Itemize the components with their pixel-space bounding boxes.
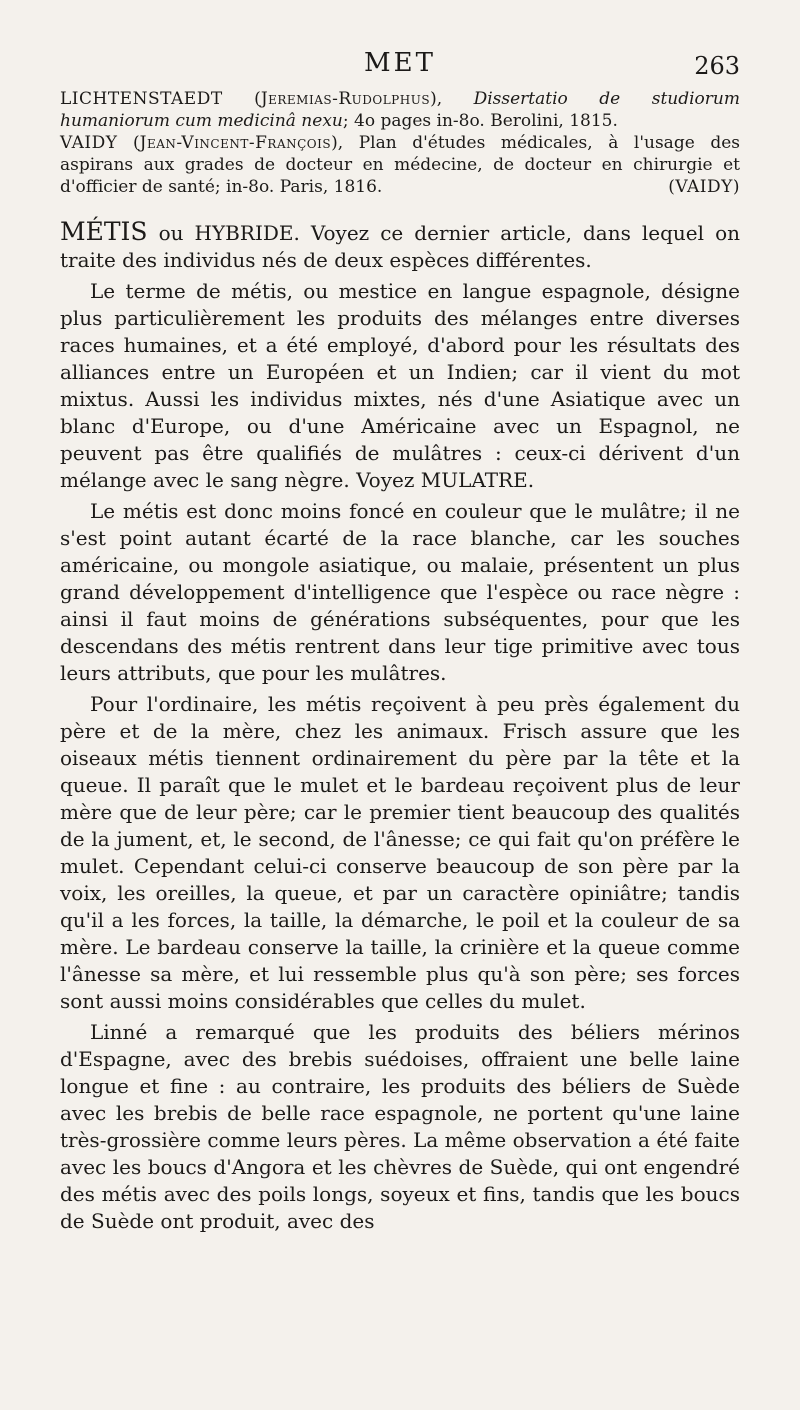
running-header bbox=[0, 48, 800, 88]
author-signature: (VAIDY) bbox=[668, 177, 740, 197]
headword: MÉTIS bbox=[60, 217, 148, 246]
article-opening bbox=[60, 218, 740, 274]
reference-text: Plan d'études médicales, à l'usage des aspirans aux grades de docteur en médecine, de docteur en chirurgie et d'officier de santé; in-8o. Paris, 1816. bbox=[60, 133, 740, 197]
article-body bbox=[60, 218, 740, 1239]
paragraph: Le métis est donc moins foncé en couleur que le mulâtre; il ne s'est point autant écarté de la race blanche, car les souches américaine, ou mongole asiatique, ou malaie, présentent un plus grand développement d'intelligence que l'espèce ou race nègre : ainsi il faut moins de générations subséquentes, pour que les descendans des métis rentrent dans leur tige primitive avec tous leurs attributs, que pour les mulâtres. bbox=[60, 499, 740, 685]
reference-details: 4o pages in-8o. Berolini, 1815. bbox=[354, 111, 618, 131]
bibliography-block bbox=[60, 88, 740, 198]
reference-work: Dissertatio de studiorum humaniorum cum medicinâ nexu bbox=[60, 89, 740, 131]
reference-entry: VAIDY (Jean-Vincent-François), Plan d'études médicales, à l'usage des aspirans aux grades de docteur en médecine, de docteur en chirurgie et d'officier de santé; in-8o. Paris, 1816. (VAIDY) bbox=[60, 133, 740, 197]
reference-entry: LICHTENSTAEDT (Jeremias-Rudolphus), Dissertatio de studiorum humaniorum cum medicinâ nexu; 4o pages in-8o. Berolini, 1815. bbox=[60, 89, 740, 131]
reference-author: LICHTENSTAEDT bbox=[60, 89, 223, 109]
running-title: MET bbox=[364, 48, 436, 78]
paragraph: Pour l'ordinaire, les métis reçoivent à peu près également du père et de la mère, chez les animaux. Frisch assure que les oiseaux métis tiennent ordinairement du père par la tête et la queue. Il paraît que le mulet et le bardeau reçoivent plus de leur mère que de leur père; car le premier tient beaucoup des qualités de la jument, et, le second, de l'ânesse; ce qui fait qu'on préfère le mulet. Cependant celui-ci conserve beaucoup de son père par la voix, les oreilles, la queue, et par un caractère opiniâtre; tandis qu'il a les forces, la taille, la démarche, le poil et la couleur de sa mère. Le bardeau conserve la taille, la crinière et la queue comme l'ânesse sa mère, et lui ressemble plus qu'à son père; ses forces sont aussi moins considérables que celles du mulet. bbox=[60, 692, 740, 1013]
paragraph: Linné a remarqué que les produits des béliers mérinos d'Espagne, avec des brebis suédoises, offraient une belle laine longue et fine : au contraire, les produits des béliers de Suède avec les brebis de belle race espagnole, ne portent qu'une laine très-grossière comme leurs pères. La même observation a été faite avec les boucs d'Angora et les chèvres de Suède, qui ont engendré des métis avec des poils longs, soyeux et fins, tandis que les boucs de Suède ont produit, avec des bbox=[60, 1020, 740, 1233]
reference-author: VAIDY bbox=[60, 133, 118, 153]
page-number: 263 bbox=[694, 52, 740, 80]
opening-text: ou HYBRIDE. Voyez ce dernier article, dans lequel on traite des individus nés de deux espèces différentes. bbox=[60, 221, 740, 272]
reference-names: Jeremias-Rudolphus bbox=[260, 89, 431, 109]
paragraph: Le terme de métis, ou mestice en langue espagnole, désigne plus particulièrement les produits des mélanges entre diverses races humaines, et a été employé, d'abord pour les résultats des alliances entre un Européen et un Indien; car il vient du mot mixtus. Aussi les individus mixtes, nés d'une Asiatique avec un blanc d'Europe, ou d'une Américaine avec un Espagnol, ne peuvent pas être qualifiés de mulâtres : ceux-ci dérivent d'un mélange avec le sang nègre. Voyez MULATRE. bbox=[60, 279, 740, 492]
reference-names: Jean-Vincent-François bbox=[139, 133, 332, 153]
